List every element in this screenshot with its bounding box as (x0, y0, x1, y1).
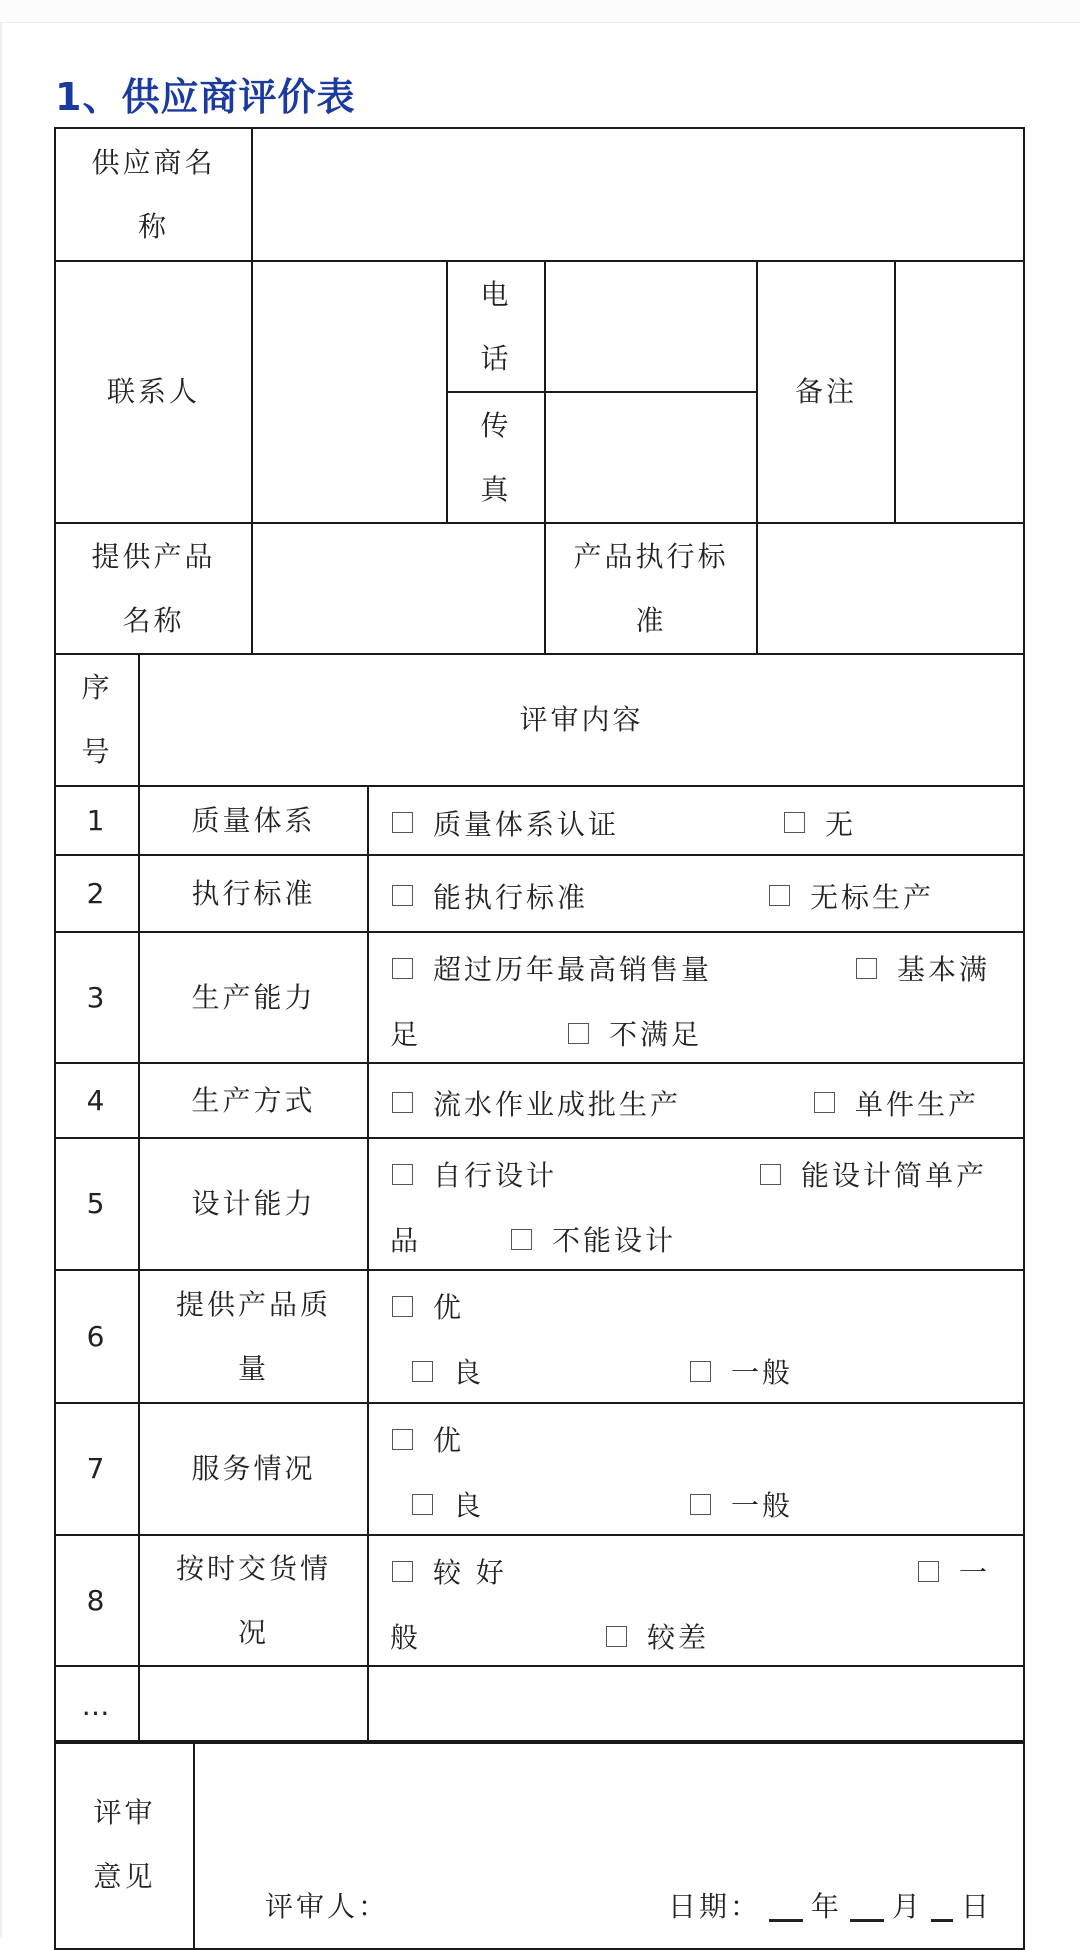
options-cell (367, 1137, 1025, 1271)
option-label: 单件生产 (855, 1087, 980, 1121)
option-label: 不能设计 (552, 1224, 677, 1257)
checkbox-icon[interactable] (690, 1494, 711, 1515)
page-title: 1、供应商评价表 (55, 75, 356, 119)
checkbox-icon[interactable] (412, 1361, 433, 1382)
checkbox-option[interactable] (392, 1286, 464, 1326)
label-line: 执行标准 (191, 876, 316, 910)
label-line: 话 (480, 341, 512, 375)
options-cell (367, 1665, 1025, 1744)
checkbox-icon[interactable] (392, 1164, 413, 1185)
checkbox-option[interactable] (412, 1351, 484, 1391)
checkbox-icon[interactable] (769, 885, 790, 906)
product-name-field[interactable] (251, 522, 546, 655)
remark-field[interactable] (894, 260, 1025, 524)
checkbox-option[interactable] (690, 1484, 793, 1524)
text-fragment: 般 (390, 1621, 422, 1654)
review-date (668, 1885, 992, 1925)
year-label: 年 (811, 1890, 843, 1923)
supplier-name-label-cell (54, 127, 253, 262)
checkbox-option[interactable] (769, 876, 934, 916)
options-cell (367, 854, 1025, 933)
checkbox-icon[interactable] (392, 1092, 413, 1113)
option-label: 能执行标准 (433, 880, 589, 914)
checkbox-icon[interactable] (784, 812, 805, 833)
checkbox-icon[interactable] (511, 1229, 532, 1250)
label-line: 提供产品质 (175, 1287, 331, 1321)
criterion-label (191, 789, 315, 853)
checkbox-option[interactable] (606, 1616, 709, 1656)
wrapped-text (390, 1013, 421, 1053)
label-line: 生产方式 (191, 1083, 316, 1117)
options-cell (367, 1534, 1025, 1667)
supplier-name-field[interactable] (251, 127, 1025, 262)
row-number: … (81, 1689, 113, 1722)
option-label: 超过历年最高销售量 (433, 953, 713, 986)
option-label: 基本满 (897, 953, 991, 986)
row-number-cell (54, 1062, 140, 1139)
phone-field[interactable] (544, 260, 758, 393)
remark-label: 备注 (794, 375, 857, 408)
label-line: 质量体系 (191, 803, 316, 837)
criterion-label (191, 966, 315, 1030)
label-line: 服务情况 (191, 1452, 316, 1485)
row-number: 5 (86, 1187, 108, 1220)
checkbox-icon[interactable] (760, 1164, 781, 1185)
row-number-cell (54, 854, 140, 933)
option-label: 流水作业成批生产 (433, 1087, 682, 1121)
row-number: 6 (86, 1319, 108, 1353)
content-header (138, 653, 1025, 787)
checkbox-icon[interactable] (392, 1429, 413, 1450)
checkbox-icon[interactable] (392, 812, 413, 833)
option-label: 无 (825, 807, 857, 841)
seq-header (54, 653, 140, 787)
checkbox-option[interactable] (392, 803, 619, 843)
row-number-cell (54, 1665, 140, 1744)
day-blank[interactable] (931, 1889, 953, 1922)
label-line: 供应商名 (91, 145, 216, 179)
label-line: 序 (81, 671, 113, 704)
label-line: 评审 (93, 1796, 156, 1829)
option-label: 较差 (647, 1621, 710, 1654)
label-line: 产品执行标 (573, 539, 729, 573)
checkbox-option[interactable] (814, 1083, 979, 1123)
option-label: 一 (959, 1556, 991, 1589)
fax-label-cell (446, 391, 546, 524)
fax-field[interactable] (544, 391, 758, 524)
options-cell (367, 785, 1025, 856)
label-line: 提供产品 (91, 539, 216, 573)
checkbox-option[interactable] (392, 876, 588, 916)
checkbox-option[interactable] (568, 1013, 702, 1053)
checkbox-option[interactable] (392, 1083, 681, 1123)
product-standard-label-cell (544, 522, 758, 655)
row-number: 4 (86, 1083, 108, 1117)
label-line: 准 (635, 603, 667, 637)
contact-label: 联系人 (106, 375, 200, 408)
contact-label-cell (54, 260, 253, 524)
option-label: 优 (433, 1424, 465, 1457)
option-label: 一般 (731, 1489, 794, 1522)
checkbox-option[interactable] (511, 1219, 676, 1259)
option-label: 优 (433, 1291, 465, 1324)
checkbox-option[interactable] (784, 803, 856, 843)
row-number-cell (54, 1402, 140, 1536)
criterion-cell (138, 1534, 369, 1667)
criterion-label (191, 1069, 315, 1133)
text-fragment: 品 (390, 1224, 422, 1257)
option-label: 一般 (731, 1356, 794, 1389)
content-label: 评审内容 (519, 703, 644, 736)
checkbox-icon[interactable] (392, 1561, 413, 1582)
contact-field[interactable] (251, 260, 448, 524)
row-number: 7 (86, 1452, 108, 1485)
option-label: 不满足 (609, 1018, 703, 1051)
row-number-cell (54, 931, 140, 1064)
label-line: 生产能力 (191, 980, 316, 1014)
label-line: 名称 (122, 603, 185, 637)
year-blank[interactable] (769, 1889, 803, 1922)
wrapped-text (390, 1616, 421, 1656)
top-bar (0, 0, 1080, 23)
option-label: 良 (453, 1356, 485, 1389)
remark-label-cell (756, 260, 896, 524)
label-line: 电 (480, 277, 512, 311)
checkbox-option[interactable] (392, 1419, 464, 1459)
criterion-cell (138, 854, 369, 933)
criterion-label (191, 1437, 315, 1501)
row-number-cell (54, 1137, 140, 1271)
row-number-cell (54, 785, 140, 856)
criterion-label (176, 1273, 331, 1401)
checkbox-icon[interactable] (392, 1296, 413, 1317)
reviewer-signature (265, 1885, 389, 1925)
checkbox-icon[interactable] (392, 958, 413, 979)
options-cell (367, 1269, 1025, 1404)
criterion-cell (138, 1402, 369, 1536)
option-label: 良 (453, 1489, 485, 1522)
row-number-cell (54, 1534, 140, 1667)
phone-label-cell (446, 260, 546, 393)
checkbox-icon[interactable] (918, 1561, 939, 1582)
criterion-cell (138, 1137, 369, 1271)
checkbox-option[interactable] (392, 948, 712, 988)
product-name-label-cell (54, 522, 253, 655)
option-label: 自行设计 (433, 1159, 558, 1192)
reviewer-label: 评审人： (265, 1890, 390, 1923)
criterion-label (191, 1172, 315, 1236)
product-standard-field[interactable] (756, 522, 1025, 655)
label-line: 意见 (93, 1860, 156, 1893)
checkbox-icon[interactable] (856, 958, 877, 979)
row-number: 3 (86, 980, 108, 1014)
option-label: 较 好 (433, 1556, 507, 1589)
row-number: 2 (86, 876, 108, 910)
option-label: 无标生产 (810, 880, 935, 914)
checkbox-option[interactable] (690, 1351, 793, 1391)
checkbox-option[interactable] (392, 1551, 507, 1591)
month-blank[interactable] (850, 1889, 884, 1922)
checkbox-icon[interactable] (606, 1626, 627, 1647)
checkbox-option[interactable] (392, 1154, 557, 1194)
criterion-cell (138, 931, 369, 1064)
checkbox-option[interactable] (760, 1154, 987, 1194)
option-label: 质量体系认证 (433, 807, 620, 841)
row-number-cell (54, 1269, 140, 1404)
criterion-cell (138, 1665, 369, 1744)
checkbox-option[interactable] (412, 1484, 484, 1524)
day-label: 日 (961, 1890, 993, 1923)
options-cell (367, 1402, 1025, 1536)
review-label-cell (54, 1740, 195, 1950)
criterion-label (191, 862, 315, 926)
options-cell (367, 931, 1025, 1064)
checkbox-option[interactable] (918, 1551, 990, 1591)
row-number: 1 (86, 803, 108, 837)
criterion-cell (138, 1269, 369, 1404)
text-fragment: 足 (390, 1018, 422, 1051)
criterion-cell (138, 785, 369, 856)
option-label: 能设计简单产 (801, 1159, 988, 1192)
label-line: 量 (237, 1351, 269, 1385)
label-line: 号 (81, 735, 113, 768)
month-label: 月 (892, 1890, 924, 1923)
options-cell (367, 1062, 1025, 1139)
checkbox-option[interactable] (856, 948, 990, 988)
label-line: 按时交货情 (175, 1551, 331, 1585)
checkbox-icon[interactable] (814, 1092, 835, 1113)
page-edge (0, 22, 2, 1938)
label-line: 况 (237, 1615, 269, 1649)
label-line: 称 (137, 209, 169, 243)
checkbox-icon[interactable] (568, 1023, 589, 1044)
checkbox-icon[interactable] (412, 1494, 433, 1515)
label-line: 设计能力 (191, 1187, 316, 1220)
criterion-cell (138, 1062, 369, 1139)
label-line: 真 (480, 472, 512, 506)
checkbox-icon[interactable] (690, 1361, 711, 1382)
checkbox-icon[interactable] (392, 885, 413, 906)
row-number: 8 (86, 1583, 108, 1617)
wrapped-text (390, 1219, 421, 1259)
criterion-label (176, 1537, 331, 1665)
label-line: 传 (480, 408, 512, 442)
date-label: 日期： (668, 1890, 762, 1923)
